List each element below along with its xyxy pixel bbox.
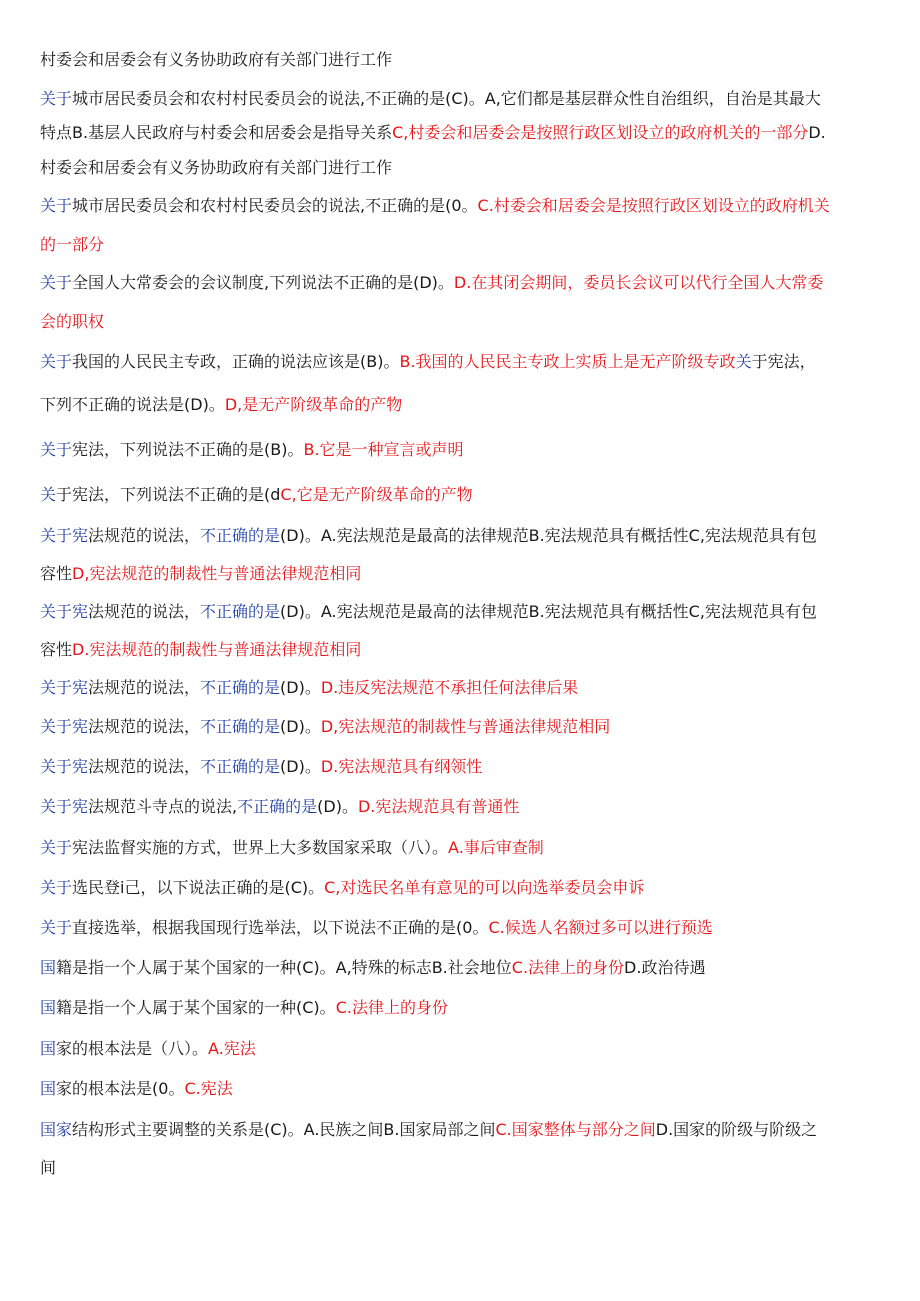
- answer-text: B.它是一种宣言或声明: [303, 440, 464, 459]
- answer-text: C.国家整体与部分之间: [495, 1120, 656, 1139]
- body-text: (D)。: [280, 757, 321, 776]
- body-text: (D)。: [317, 797, 358, 816]
- body-text: 特点B.基层人民政府与村委会和居委会是指导关系: [40, 123, 393, 142]
- answer-text: A.事后审查制: [448, 838, 544, 857]
- text-line: [40, 1039, 256, 1059]
- text-line: [40, 678, 578, 698]
- body-text: 法规范的说法，: [88, 678, 201, 697]
- prefix-text: 关于: [40, 878, 73, 897]
- body-text: 城市居民委员会和农村村民委员会的说法,不正确的是(0。: [72, 196, 478, 215]
- body-text: 村委会和居委会有义务协助政府有关部门进行工作: [40, 158, 393, 177]
- text-line: [40, 878, 644, 898]
- body-text: D.: [808, 123, 826, 142]
- text-line: [40, 312, 104, 332]
- answer-text: D,宪法规范的制裁性与普通法律规范相同: [320, 717, 611, 736]
- text-line: [40, 196, 830, 216]
- prefix-text: 关于: [40, 440, 73, 459]
- body-text: 宪法监督实施的方式，世界上大多数国家采取（八）。: [72, 838, 449, 857]
- body-text: (D)。A.宪法规范是最高的法律规范B.宪法规范具有概括性C,宪法规范具有包: [280, 602, 817, 621]
- prefix-text: 国: [40, 1039, 57, 1058]
- prefix-text: 关: [735, 352, 752, 371]
- text-line: [40, 958, 705, 978]
- prefix-text: 国: [40, 998, 57, 1017]
- text-line: [40, 89, 821, 109]
- body-text: 法规范斗寺点的说法,: [88, 797, 238, 816]
- prefix-text: 不正确的是: [200, 757, 281, 776]
- text-line: [40, 485, 473, 505]
- answer-text: C.宪法: [184, 1079, 233, 1098]
- prefix-text: 关于宪: [40, 717, 89, 736]
- text-line: [40, 1079, 233, 1099]
- answer-text: D,宪法规范的制裁性与普通法律规范相同: [72, 564, 362, 583]
- body-text: 我国的人民民主专政，正确的说法应该是(B)。: [72, 352, 400, 371]
- body-text: D.国家的阶级与阶级之: [655, 1120, 818, 1139]
- prefix-text: 关于宪: [40, 526, 89, 545]
- body-text: 法规范的说法，: [88, 757, 201, 776]
- answer-text: C,对选民名单有意见的可以向选举委员会申诉: [324, 878, 645, 897]
- prefix-text: 关于: [40, 89, 73, 108]
- body-text: 下列不正确的说法是(D)。: [40, 395, 225, 414]
- text-line: [40, 526, 817, 546]
- text-line: [40, 352, 816, 372]
- text-line: [40, 1120, 817, 1140]
- prefix-text: 关于: [40, 352, 73, 371]
- answer-text: C.法律上的身份: [335, 998, 448, 1017]
- text-line: [40, 1158, 56, 1178]
- prefix-text: 关于: [40, 273, 73, 292]
- body-text: 于宪法，下列说法不正确的是(d: [56, 485, 281, 504]
- answer-text: D.在其闭会期间，委员长会议可以代行全国人大常委: [453, 273, 824, 292]
- answer-text: 会的职权: [40, 312, 105, 331]
- prefix-text: 关于宪: [40, 757, 89, 776]
- body-text: 法规范的说法，: [88, 602, 201, 621]
- text-line: [40, 123, 826, 143]
- answer-text: D.宪法规范具有普通性: [357, 797, 520, 816]
- answer-text: B.我国的人民民主专政上实质上是无产阶级专政: [399, 352, 736, 371]
- prefix-text: 关于宪: [40, 602, 89, 621]
- answer-text: D.违反宪法规范不承担任何法律后果: [320, 678, 579, 697]
- answer-text: C.村委会和居委会是按照行政区划设立的政府机关: [477, 196, 830, 215]
- body-text: 全国人大常委会的会议制度,下列说法不正确的是(D)。: [72, 273, 454, 292]
- text-line: [40, 273, 823, 293]
- body-text: 宪法，下列说法不正确的是(B)。: [72, 440, 304, 459]
- prefix-text: 不正确的是: [200, 717, 281, 736]
- prefix-text: 不正确的是: [200, 602, 281, 621]
- body-text: (D)。: [280, 678, 321, 697]
- prefix-text: 关于: [40, 918, 73, 937]
- prefix-text: 关于: [40, 196, 73, 215]
- prefix-text: 关于: [40, 838, 73, 857]
- text-line: [40, 838, 544, 858]
- answer-text: D.宪法规范的制裁性与普通法律规范相同: [72, 640, 362, 659]
- body-text: D.政治待遇: [624, 958, 706, 977]
- prefix-text: 国家: [40, 1120, 73, 1139]
- body-text: 结构形式主要调整的关系是(C)。A.民族之间B.国家局部之间: [72, 1120, 496, 1139]
- body-text: 城市居民委员会和农村村民委员会的说法,不正确的是(C)。A,它们都是基层群众性自治组织，自治是其最大: [72, 89, 821, 108]
- answer-text: C,村委会和居委会是按照行政区划设立的政府机关的一部分: [392, 123, 809, 142]
- text-line: [40, 395, 402, 415]
- body-text: 籍是指一个人属于某个国家的一种(C)。A,特殊的标志B.社会地位: [56, 958, 512, 977]
- body-text: 间: [40, 1158, 57, 1177]
- text-line: [40, 50, 392, 70]
- text-line: [40, 440, 464, 460]
- text-line: [40, 640, 361, 660]
- answer-text: C,它是无产阶级革命的产物: [280, 485, 473, 504]
- text-line: [40, 998, 448, 1018]
- answer-text: C.候选人名额过多可以进行预选: [488, 918, 713, 937]
- text-line: [40, 797, 519, 817]
- answer-text: D,是无产阶级革命的产物: [224, 395, 403, 414]
- prefix-text: 不正确的是: [237, 797, 318, 816]
- text-line: [40, 918, 713, 938]
- body-text: (D)。: [280, 717, 321, 736]
- body-text: 家的根本法是（八）。: [56, 1039, 209, 1058]
- prefix-text: 国: [40, 958, 57, 977]
- text-line: [40, 564, 361, 584]
- body-text: 籍是指一个人属于某个国家的一种(C)。: [56, 998, 336, 1017]
- text-line: [40, 235, 104, 255]
- prefix-text: 国: [40, 1079, 57, 1098]
- text-line: [40, 602, 817, 622]
- body-text: 容性: [40, 640, 73, 659]
- body-text: 法规范的说法，: [88, 717, 201, 736]
- prefix-text: 关于宪: [40, 678, 89, 697]
- prefix-text: 关: [40, 485, 57, 504]
- prefix-text: 关于宪: [40, 797, 89, 816]
- body-text: 法规范的说法，: [88, 526, 201, 545]
- body-text: 选民登i己，以下说法正确的是(C)。: [72, 878, 325, 897]
- answer-text: C.法律上的身份: [511, 958, 625, 977]
- text-line: [40, 158, 392, 178]
- prefix-text: 不正确的是: [200, 526, 281, 545]
- body-text: (D)。A.宪法规范是最高的法律规范B.宪法规范具有概括性C,宪法规范具有包: [280, 526, 817, 545]
- body-text: 容性: [40, 564, 73, 583]
- answer-text: D.宪法规范具有纲领性: [320, 757, 483, 776]
- text-line: [40, 717, 610, 737]
- answer-text: 的一部分: [40, 235, 105, 254]
- prefix-text: 不正确的是: [200, 678, 281, 697]
- body-text: 直接选举，根据我国现行选举法，以下说法不正确的是(0。: [72, 918, 489, 937]
- text-line: [40, 757, 482, 777]
- body-text: 家的根本法是(0。: [56, 1079, 185, 1098]
- body-text: 于宪法，: [751, 352, 816, 371]
- answer-text: A.宪法: [208, 1039, 256, 1058]
- body-text: 村委会和居委会有义务协助政府有关部门进行工作: [40, 50, 393, 69]
